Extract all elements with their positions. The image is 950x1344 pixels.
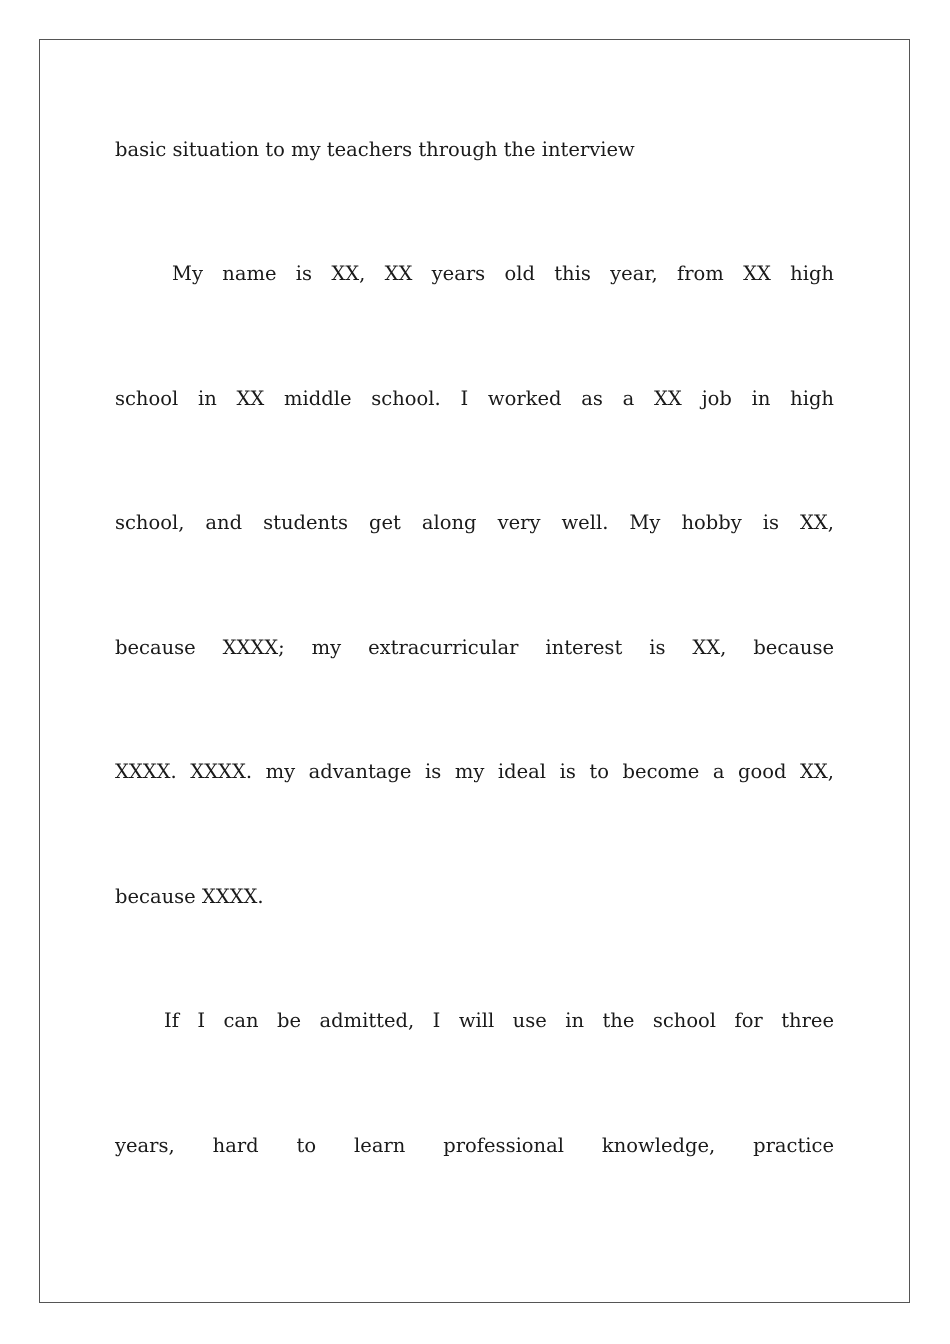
text-line: because XXXX. (115, 885, 264, 908)
page-frame (39, 39, 910, 1303)
text-line: school, and students get along very well. My hobby is XX, (115, 511, 834, 534)
text-line: basic situation to my teachers through the interview (115, 138, 635, 161)
text-line: school in XX middle school. I worked as a XX job in high (115, 387, 834, 410)
text-line: because XXXX; my extracurricular interest is XX, because (115, 636, 834, 659)
text-line: My name is XX, XX years old this year, from XX high (172, 262, 834, 285)
text-line: If I can be admitted, I will use in the school for three (164, 1009, 834, 1032)
text-line: XXXX. XXXX. my advantage is my ideal is to become a good XX, (115, 760, 834, 783)
text-line: years, hard to learn professional knowledge, practice (115, 1134, 834, 1157)
